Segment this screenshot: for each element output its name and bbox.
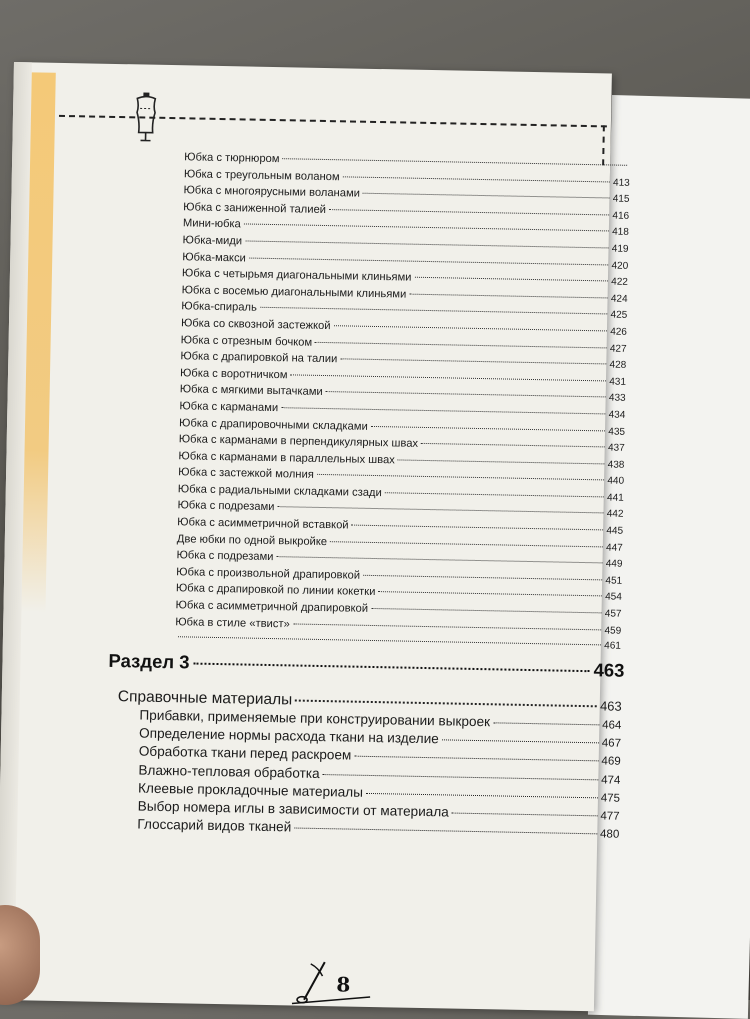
- leader-dots: [283, 158, 628, 166]
- book-page: [0, 62, 630, 1011]
- leader-dots: [363, 575, 602, 581]
- leader-dots: [193, 663, 589, 673]
- toc-entry[interactable]: Юбка с отрезным бочком 427: [180, 333, 627, 355]
- toc-entry[interactable]: Юбка с заниженной талией 416: [183, 201, 630, 222]
- leader-dots: [293, 623, 602, 630]
- leader-dots: [452, 812, 598, 816]
- subsection-list: [137, 708, 621, 845]
- leader-dots: [340, 358, 606, 364]
- toc-entry[interactable]: Юбка с радиальными складками сзади 441: [177, 483, 624, 504]
- toc-entry[interactable]: Юбка со сквозной застежкой 426: [180, 317, 628, 338]
- leader-dots: [354, 756, 598, 762]
- toc-entry[interactable]: Юбка в стиле «твист» 459: [175, 615, 622, 637]
- subsection-entry[interactable]: Клеевые прокладочные материалы 475: [137, 780, 621, 805]
- leader-dots: [326, 391, 606, 397]
- subsection-entry[interactable]: Глоссарий видов тканей 480: [137, 816, 620, 841]
- toc-list: [175, 151, 630, 657]
- subsection-entry[interactable]: Выбор номера иглы в зависимости от материала 477: [137, 798, 620, 823]
- toc-entry[interactable]: Юбка с застежкой молния 440: [178, 466, 625, 488]
- toc-entry[interactable]: Юбка с треугольным воланом 413: [183, 167, 630, 189]
- leader-dots: [371, 608, 602, 613]
- leader-dots: [330, 541, 603, 547]
- leader-dots: [315, 341, 607, 348]
- leader-dots: [244, 224, 609, 232]
- toc-entry[interactable]: Юбка с асимметричной вставкой 445: [177, 516, 624, 537]
- subsection-title: Справочные материалы: [117, 688, 293, 709]
- toc-entry[interactable]: Юбка с карманами в перпендикулярных швах 437: [178, 433, 625, 454]
- toc-entry[interactable]: Юбка с карманами в параллельных швах 438: [178, 449, 625, 471]
- section-page: 463: [593, 659, 625, 681]
- leader-dots: [378, 592, 602, 597]
- leader-dots: [323, 774, 599, 780]
- subsection-entry[interactable]: Определение нормы расхода ткани на изделие 467: [138, 725, 622, 750]
- leader-dots: [442, 740, 599, 744]
- leader-dots: [290, 374, 606, 381]
- toc-entry[interactable]: Юбка с драпировкой на талии 428: [180, 350, 627, 371]
- toc-entry[interactable]: Две юбки по одной выкройке 447: [176, 532, 623, 554]
- subsection-entry[interactable]: Обработка ткани перед раскроем 469: [138, 743, 621, 769]
- leader-dots: [385, 492, 604, 497]
- subsection-entry[interactable]: Прибавки, применяемые при конструировании выкроек 464: [139, 707, 622, 732]
- leader-dots: [276, 556, 602, 563]
- toc-entry[interactable]: Юбка с восемью диагональными клиньями 424: [181, 284, 628, 305]
- leader-dots: [329, 209, 609, 215]
- leader-dots: [343, 176, 611, 182]
- leader-dots: [334, 325, 608, 331]
- toc-entry[interactable]: Юбка-миди 419: [182, 234, 629, 255]
- leader-dots: [398, 459, 605, 464]
- toc-entry[interactable]: Юбка с воротничком 431: [179, 366, 627, 388]
- toc-entry[interactable]: Юбка с произвольной драпировкой 451: [176, 566, 623, 587]
- leader-dots: [260, 307, 608, 315]
- toc-entry[interactable]: Юбка с подрезами 449: [176, 549, 623, 571]
- leader-dots: [245, 240, 609, 248]
- leader-dots: [414, 277, 608, 282]
- page-number: 8: [336, 972, 351, 997]
- leader-dots: [493, 722, 599, 725]
- leader-dots: [317, 474, 605, 481]
- subsection-entry[interactable]: Влажно-тепловая обработка 474: [138, 762, 621, 787]
- toc-entry[interactable]: Юбка с драпировкой по линии кокетки 454: [175, 582, 622, 604]
- leader-dots: [421, 443, 605, 448]
- toc-entry[interactable]: Юбка с мягкими вытачками 433: [179, 383, 626, 405]
- toc-entry[interactable]: Юбка с тюрнюром: [184, 151, 630, 176]
- toc-entry[interactable]: Юбка с асимметричной драпировкой 457: [175, 599, 622, 620]
- toc-entry[interactable]: Юбка-макси 420: [182, 250, 629, 272]
- leader-dots: [363, 193, 610, 199]
- toc-entry[interactable]: Юбка-спираль 425: [181, 300, 628, 322]
- subsection-page: 463: [599, 698, 622, 714]
- toc-entry[interactable]: Юбка с подрезами 442: [177, 499, 624, 521]
- toc-entry[interactable]: Юбка с карманами 434: [179, 400, 626, 421]
- section-title: Раздел 3: [108, 649, 190, 673]
- leader-dots: [352, 525, 604, 531]
- toc-entry[interactable]: Юбка с драпировочными складками 435: [178, 416, 626, 438]
- leader-dots: [249, 257, 609, 265]
- leader-dots: [409, 293, 608, 298]
- leader-dots: [366, 793, 598, 798]
- leader-dots: [371, 425, 606, 431]
- leader-dots: [281, 407, 606, 414]
- leader-dots: [294, 828, 597, 835]
- toc-entry[interactable]: Юбка с многоярусными воланами 415: [183, 184, 630, 206]
- leader-dots: [295, 700, 597, 708]
- toc-entry[interactable]: Мини-юбка 418: [182, 217, 629, 239]
- leader-dots: [277, 507, 603, 514]
- toc-entry[interactable]: 461: [175, 632, 621, 657]
- toc-entry[interactable]: Юбка с четырьмя диагональными клиньями 422: [181, 267, 628, 288]
